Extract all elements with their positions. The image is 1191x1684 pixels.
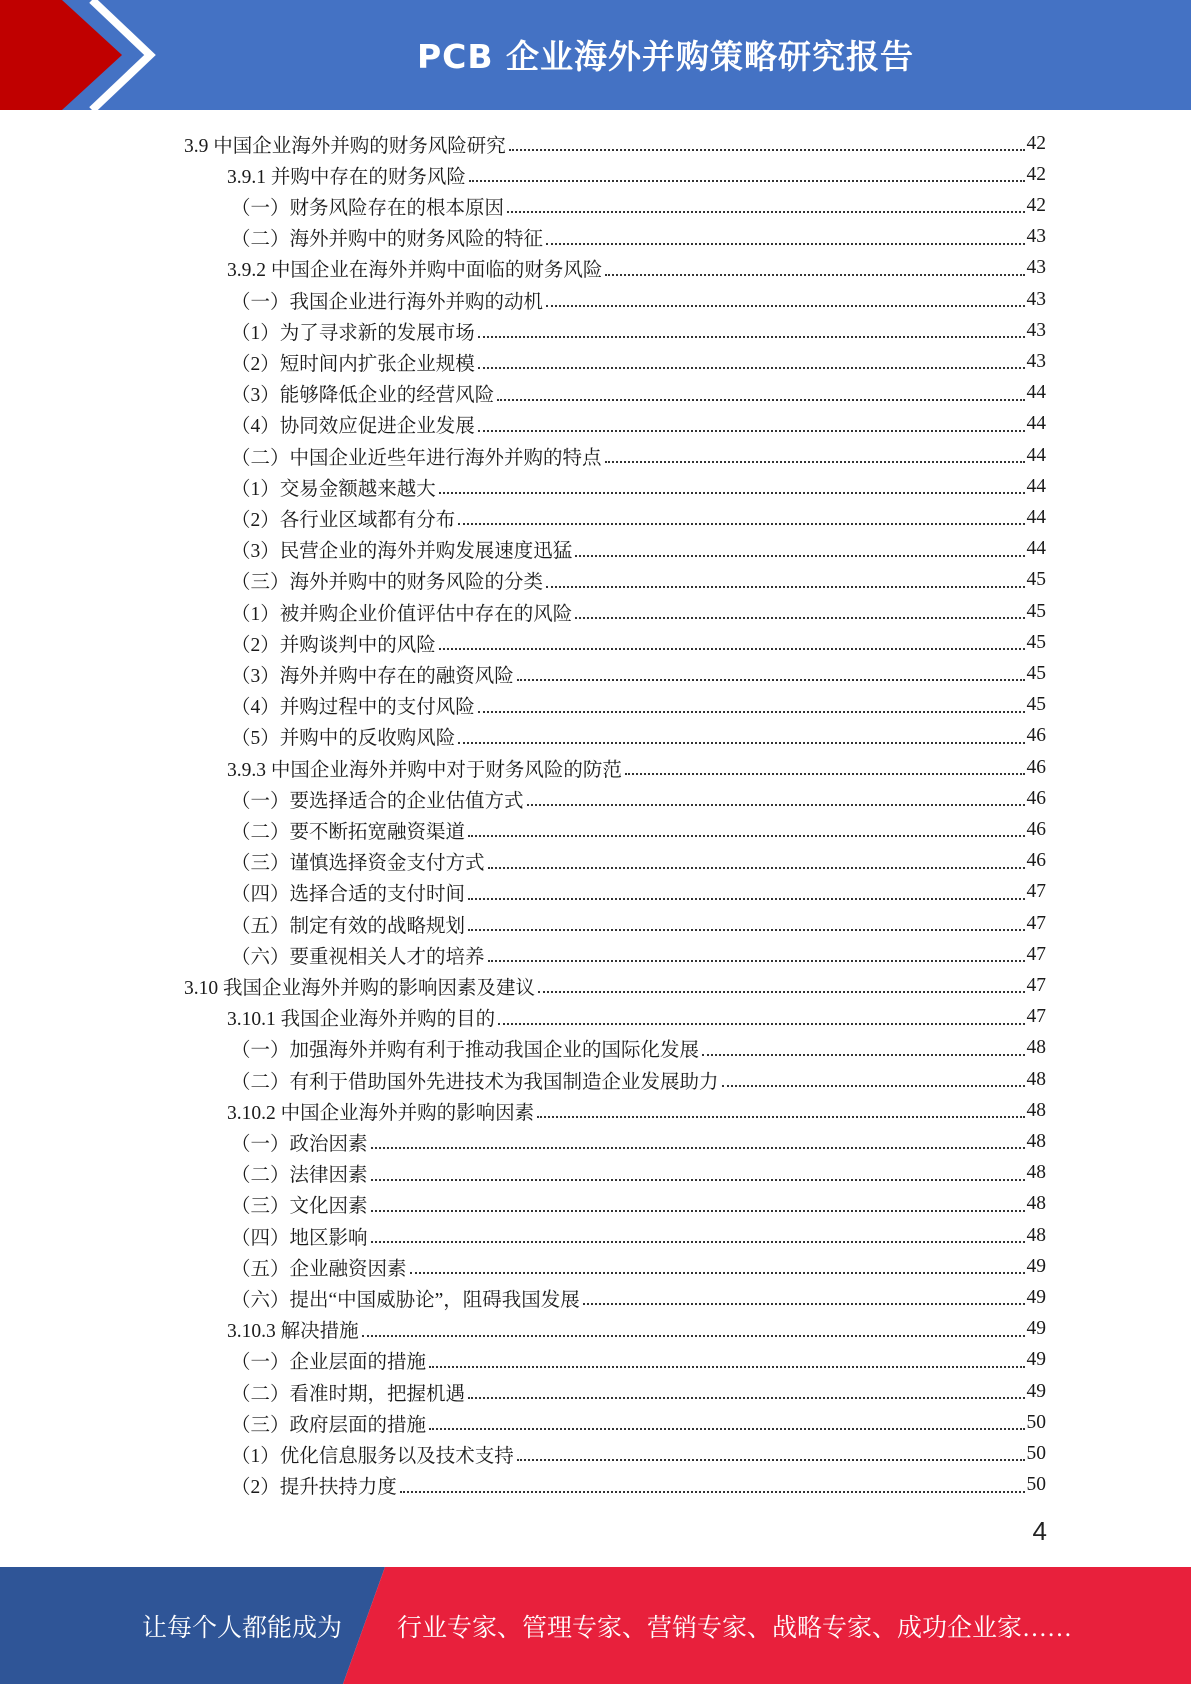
toc-dot-leader bbox=[439, 648, 1025, 650]
footer-slogan-left: 让每个人都能成为 bbox=[142, 1614, 343, 1642]
toc-entry[interactable] bbox=[231, 222, 1046, 253]
toc-entry[interactable] bbox=[231, 471, 1046, 502]
toc-entry[interactable] bbox=[231, 1064, 1046, 1095]
toc-entry[interactable] bbox=[231, 1345, 1046, 1376]
toc-entry-label: （二）有利于借助国外先进技术为我国制造企业发展助力 bbox=[231, 1071, 719, 1093]
toc-entry-label: 3.10.1 我国企业海外并购的目的 bbox=[227, 1009, 496, 1031]
toc-dot-leader bbox=[488, 960, 1025, 962]
toc-entry-label: 3.9.3 中国企业海外并购中对于财务风险的防范 bbox=[227, 759, 622, 781]
toc-entry[interactable] bbox=[231, 877, 1046, 908]
toc-dot-leader bbox=[517, 1459, 1025, 1461]
toc-entry-label: （1）交易金额越来越大 bbox=[231, 478, 436, 500]
toc-dot-leader bbox=[625, 773, 1025, 775]
toc-entry-label: 3.10.3 解决措施 bbox=[227, 1321, 359, 1343]
document-title: PCB 企业海外并购策略研究报告 bbox=[416, 36, 915, 76]
toc-entry-page: 49 bbox=[1026, 1255, 1046, 1277]
footer-band bbox=[0, 1567, 1191, 1684]
toc-entry-label: （一）加强海外并购有利于推动我国企业的国际化发展 bbox=[231, 1040, 700, 1062]
page-number: 4 bbox=[1032, 1516, 1047, 1546]
toc-entry[interactable] bbox=[227, 1002, 1046, 1033]
toc-entry[interactable] bbox=[231, 627, 1046, 658]
toc-entry-page: 49 bbox=[1026, 1349, 1046, 1371]
toc-entry-label: 3.9 中国企业海外并购的财务风险研究 bbox=[184, 135, 506, 157]
toc-entry-page: 47 bbox=[1026, 881, 1046, 903]
toc-entry-page: 49 bbox=[1026, 1380, 1046, 1402]
toc-dot-leader bbox=[546, 243, 1024, 245]
toc-entry-page: 49 bbox=[1026, 1318, 1046, 1340]
toc-entry[interactable] bbox=[184, 128, 1046, 159]
toc-entry-page: 44 bbox=[1026, 444, 1046, 466]
toc-dot-leader bbox=[478, 711, 1025, 713]
toc-entry[interactable] bbox=[231, 1220, 1046, 1251]
toc-entry-page: 45 bbox=[1026, 569, 1046, 591]
footer-slogan-right: 行业专家、管理专家、营销专家、战略专家、成功企业家…… bbox=[397, 1614, 1073, 1642]
toc-entry[interactable] bbox=[231, 565, 1046, 596]
toc-entry[interactable] bbox=[231, 721, 1046, 752]
toc-entry-label: （2）各行业区域都有分布 bbox=[231, 509, 456, 531]
toc-entry-page: 46 bbox=[1026, 850, 1046, 872]
toc-entry-label: （二）海外并购中的财务风险的特征 bbox=[231, 229, 544, 251]
toc-dot-leader bbox=[546, 586, 1024, 588]
toc-entry[interactable] bbox=[227, 1095, 1046, 1126]
toc-entry-page: 42 bbox=[1026, 132, 1046, 154]
toc-dot-leader bbox=[605, 274, 1024, 276]
toc-entry-label: （4）协同效应促进企业发展 bbox=[231, 416, 475, 438]
toc-entry-page: 43 bbox=[1026, 288, 1046, 310]
toc-entry-page: 49 bbox=[1026, 1286, 1046, 1308]
toc-entry-page: 48 bbox=[1026, 1099, 1046, 1121]
toc-entry[interactable] bbox=[227, 1314, 1046, 1345]
toc-dot-leader bbox=[468, 929, 1024, 931]
toc-entry[interactable] bbox=[231, 1251, 1046, 1282]
toc-entry-page: 48 bbox=[1026, 1224, 1046, 1246]
toc-entry[interactable] bbox=[231, 315, 1046, 346]
toc-entry-page: 50 bbox=[1026, 1411, 1046, 1433]
toc-entry-page: 48 bbox=[1026, 1068, 1046, 1090]
toc-entry-page: 45 bbox=[1026, 662, 1046, 684]
toc-entry[interactable] bbox=[231, 1282, 1046, 1313]
toc-entry[interactable] bbox=[231, 814, 1046, 845]
toc-entry-label: （2）短时间内扩张企业规模 bbox=[231, 353, 475, 375]
toc-dot-leader bbox=[538, 991, 1024, 993]
toc-dot-leader bbox=[537, 1116, 1024, 1118]
toc-entry-page: 46 bbox=[1026, 725, 1046, 747]
toc-dot-leader bbox=[429, 1366, 1024, 1368]
toc-entry[interactable] bbox=[231, 1470, 1046, 1501]
toc-entry-label: （3）能够降低企业的经营风险 bbox=[231, 385, 495, 407]
toc-entry[interactable] bbox=[231, 658, 1046, 689]
toc-entry[interactable] bbox=[231, 1158, 1046, 1189]
toc-dot-leader bbox=[429, 1428, 1024, 1430]
toc-entry[interactable] bbox=[231, 939, 1046, 970]
toc-dot-leader bbox=[702, 1054, 1024, 1056]
toc-entry[interactable] bbox=[184, 970, 1046, 1001]
toc-entry-label: （三）海外并购中的财务风险的分类 bbox=[231, 572, 544, 594]
toc-dot-leader bbox=[478, 430, 1025, 432]
toc-dot-leader bbox=[362, 1335, 1025, 1337]
toc-dot-leader bbox=[605, 461, 1025, 463]
toc-dot-leader bbox=[410, 1272, 1025, 1274]
toc-entry-label: （1）为了寻求新的发展市场 bbox=[231, 322, 475, 344]
toc-entry-label: （5）并购中的反收购风险 bbox=[231, 728, 456, 750]
toc-dot-leader bbox=[400, 1491, 1025, 1493]
toc-entry-page: 47 bbox=[1026, 1006, 1046, 1028]
toc-entry-page: 43 bbox=[1026, 226, 1046, 248]
toc-entry-page: 43 bbox=[1026, 257, 1046, 279]
toc-dot-leader bbox=[468, 898, 1024, 900]
toc-dot-leader bbox=[498, 1023, 1024, 1025]
toc-entry[interactable] bbox=[227, 159, 1046, 190]
toc-entry-label: （二）法律因素 bbox=[231, 1165, 368, 1187]
toc-entry-label: （一）我国企业进行海外并购的动机 bbox=[231, 291, 544, 313]
toc-entry-page: 43 bbox=[1026, 350, 1046, 372]
toc-entry[interactable] bbox=[231, 440, 1046, 471]
toc-dot-leader bbox=[469, 180, 1025, 182]
toc-dot-leader bbox=[575, 555, 1024, 557]
toc-entry[interactable] bbox=[231, 534, 1046, 565]
toc-dot-leader bbox=[722, 1085, 1025, 1087]
toc-entry-page: 48 bbox=[1026, 1130, 1046, 1152]
toc-entry-label: （四）选择合适的支付时间 bbox=[231, 884, 466, 906]
toc-entry-label: （六）提出“中国威胁论”，阻碍我国发展 bbox=[231, 1289, 580, 1311]
toc-entry-page: 44 bbox=[1026, 538, 1046, 560]
toc-entry[interactable] bbox=[231, 1126, 1046, 1157]
toc-entry-page: 50 bbox=[1026, 1442, 1046, 1464]
toc-entry-page: 44 bbox=[1026, 382, 1046, 404]
header-band bbox=[0, 0, 1191, 110]
toc-entry-label: （3）海外并购中存在的融资风险 bbox=[231, 665, 514, 687]
toc-entry[interactable] bbox=[231, 1407, 1046, 1438]
toc-entry-label: （五）企业融资因素 bbox=[231, 1258, 407, 1280]
toc-entry-label: （3）民营企业的海外并购发展速度迅猛 bbox=[231, 541, 573, 563]
toc-dot-leader bbox=[468, 1397, 1024, 1399]
toc-entry-label: （二）中国企业近些年进行海外并购的特点 bbox=[231, 447, 602, 469]
toc-dot-leader bbox=[583, 1303, 1025, 1305]
toc-dot-leader bbox=[371, 1210, 1025, 1212]
toc-entry[interactable] bbox=[231, 190, 1046, 221]
toc-entry-label: （六）要重视相关人才的培养 bbox=[231, 946, 485, 968]
toc-entry-label: 3.10 我国企业海外并购的影响因素及建议 bbox=[184, 977, 536, 999]
toc-entry-label: （一）要选择适合的企业估值方式 bbox=[231, 790, 524, 812]
toc-entry-label: 3.10.2 中国企业海外并购的影响因素 bbox=[227, 1102, 535, 1124]
toc-dot-leader bbox=[509, 149, 1025, 151]
toc-entry[interactable] bbox=[231, 1376, 1046, 1407]
toc-dot-leader bbox=[458, 523, 1024, 525]
toc-entry-page: 44 bbox=[1026, 506, 1046, 528]
toc-entry[interactable] bbox=[227, 253, 1046, 284]
toc-entry-page: 50 bbox=[1026, 1474, 1046, 1496]
toc-dot-leader bbox=[478, 336, 1025, 338]
toc-entry-page: 44 bbox=[1026, 413, 1046, 435]
toc-dot-leader bbox=[517, 679, 1025, 681]
toc-dot-leader bbox=[371, 1147, 1025, 1149]
toc-dot-leader bbox=[527, 804, 1025, 806]
toc-entry-page: 46 bbox=[1026, 818, 1046, 840]
toc-entry-label: 3.9.1 并购中存在的财务风险 bbox=[227, 166, 466, 188]
toc-dot-leader bbox=[458, 742, 1024, 744]
toc-entry-page: 48 bbox=[1026, 1037, 1046, 1059]
toc-entry-label: （三）谨慎选择资金支付方式 bbox=[231, 853, 485, 875]
toc-dot-leader bbox=[546, 305, 1024, 307]
toc-entry-label: （二）要不断拓宽融资渠道 bbox=[231, 821, 466, 843]
toc-entry-label: （2）提升扶持力度 bbox=[231, 1477, 397, 1499]
toc-dot-leader bbox=[371, 1179, 1025, 1181]
toc-entry[interactable] bbox=[231, 409, 1046, 440]
toc-entry-page: 42 bbox=[1026, 163, 1046, 185]
toc-entry[interactable] bbox=[231, 1033, 1046, 1064]
toc-entry-page: 46 bbox=[1026, 756, 1046, 778]
toc-entry-label: （二）看准时期，把握机遇 bbox=[231, 1383, 466, 1405]
toc-entry-label: （2）并购谈判中的风险 bbox=[231, 634, 436, 656]
toc-entry-page: 45 bbox=[1026, 694, 1046, 716]
toc-entry-label: （一）财务风险存在的根本原因 bbox=[231, 197, 505, 219]
toc-entry[interactable] bbox=[231, 846, 1046, 877]
toc-entry-label: （三）文化因素 bbox=[231, 1196, 368, 1218]
toc-dot-leader bbox=[507, 211, 1024, 213]
toc-entry-page: 47 bbox=[1026, 943, 1046, 965]
toc-entry-page: 47 bbox=[1026, 974, 1046, 996]
toc-entry-page: 48 bbox=[1026, 1162, 1046, 1184]
toc-entry-label: 3.9.2 中国企业在海外并购中面临的财务风险 bbox=[227, 260, 603, 282]
toc-entry[interactable] bbox=[231, 378, 1046, 409]
toc-dot-leader bbox=[497, 399, 1024, 401]
toc-entry-page: 45 bbox=[1026, 631, 1046, 653]
toc-entry-page: 44 bbox=[1026, 475, 1046, 497]
toc-entry-label: （一）政治因素 bbox=[231, 1133, 368, 1155]
toc-entry[interactable] bbox=[231, 1189, 1046, 1220]
toc-entry-label: （三）政府层面的措施 bbox=[231, 1414, 427, 1436]
toc-entry-label: （四）地区影响 bbox=[231, 1227, 368, 1249]
toc-dot-leader bbox=[468, 835, 1024, 837]
toc-entry[interactable] bbox=[231, 783, 1046, 814]
toc-entry[interactable] bbox=[231, 284, 1046, 315]
toc-entry[interactable] bbox=[231, 908, 1046, 939]
toc-dot-leader bbox=[371, 1241, 1025, 1243]
toc-dot-leader bbox=[478, 367, 1025, 369]
toc-entry-label: （1）被并购企业价值评估中存在的风险 bbox=[231, 603, 573, 625]
toc-entry-page: 46 bbox=[1026, 787, 1046, 809]
toc-entry[interactable] bbox=[231, 1438, 1046, 1469]
toc-dot-leader bbox=[439, 492, 1025, 494]
toc-dot-leader bbox=[575, 617, 1024, 619]
toc-entry-label: （1）优化信息服务以及技术支持 bbox=[231, 1445, 514, 1467]
toc-entry[interactable] bbox=[231, 346, 1046, 377]
toc-entry[interactable] bbox=[231, 596, 1046, 627]
toc-entry-page: 42 bbox=[1026, 194, 1046, 216]
toc-entry-label: （五）制定有效的战略规划 bbox=[231, 915, 466, 937]
toc-entry-page: 43 bbox=[1026, 319, 1046, 341]
toc-entry[interactable] bbox=[231, 502, 1046, 533]
toc-entry-page: 45 bbox=[1026, 600, 1046, 622]
toc-entry-page: 48 bbox=[1026, 1193, 1046, 1215]
toc-entry[interactable] bbox=[231, 690, 1046, 721]
toc-entry-label: （4）并购过程中的支付风险 bbox=[231, 697, 475, 719]
toc-entry-page: 47 bbox=[1026, 912, 1046, 934]
toc-entry[interactable] bbox=[227, 752, 1046, 783]
toc-entry-label: （一）企业层面的措施 bbox=[231, 1352, 427, 1374]
toc-dot-leader bbox=[488, 867, 1025, 869]
